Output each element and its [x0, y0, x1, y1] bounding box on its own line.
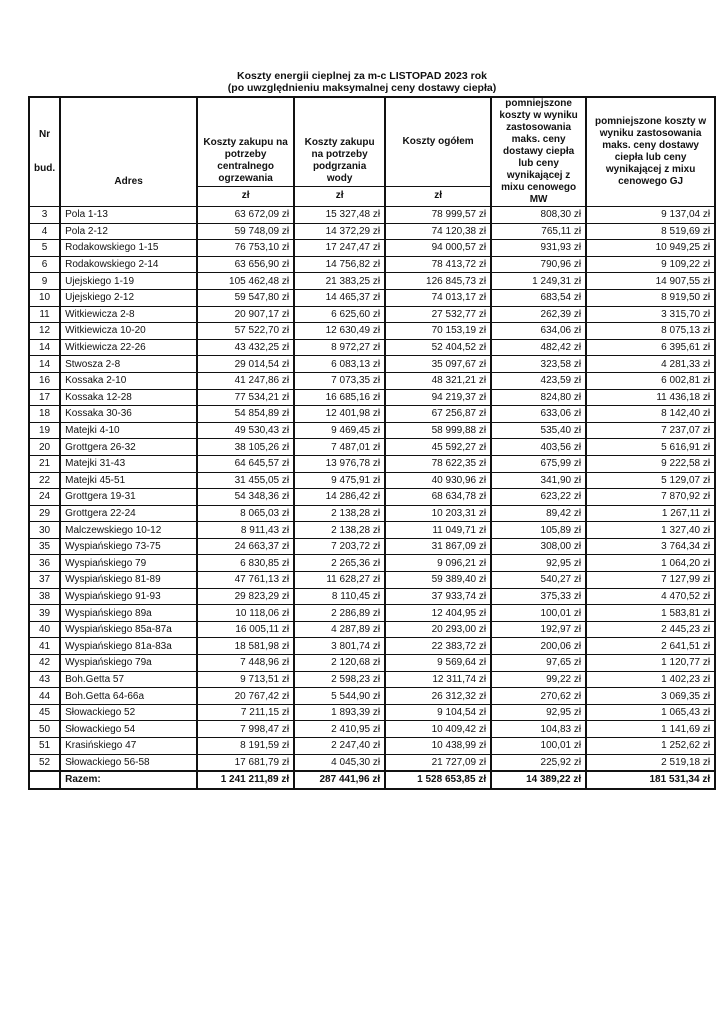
- address-cell: Rodakowskiego 2-14: [60, 256, 197, 273]
- building-number-cell: 24: [29, 489, 60, 506]
- reduced-mw-cell: 104,83 zł: [491, 721, 586, 738]
- cost-total-cell: 45 592,27 zł: [385, 439, 491, 456]
- address-cell: Krasińskiego 47: [60, 738, 197, 755]
- reduced-gj-cell: 8 519,69 zł: [586, 223, 715, 240]
- address-cell: Matejki 4-10: [60, 422, 197, 439]
- building-number-cell: 44: [29, 688, 60, 705]
- table-row: [29, 505, 715, 522]
- reduced-mw-cell: 683,54 zł: [491, 289, 586, 306]
- cost-heating-cell: 31 455,05 zł: [197, 472, 294, 489]
- building-number-cell: 3: [29, 207, 60, 224]
- cost-total-cell: 21 727,09 zł: [385, 754, 491, 771]
- reduced-mw-cell: 225,92 zł: [491, 754, 586, 771]
- cost-total-cell: 68 634,78 zł: [385, 489, 491, 506]
- table-row: [29, 289, 715, 306]
- table-row: [29, 223, 715, 240]
- cost-heating-cell: 43 432,25 zł: [197, 339, 294, 356]
- reduced-gj-cell: 1 402,23 zł: [586, 671, 715, 688]
- building-number-cell: 19: [29, 422, 60, 439]
- cost-total-cell: 26 312,32 zł: [385, 688, 491, 705]
- reduced-gj-cell: 1 252,62 zł: [586, 738, 715, 755]
- reduced-gj-cell: 7 237,07 zł: [586, 422, 715, 439]
- cost-heating-cell: 47 761,13 zł: [197, 572, 294, 589]
- building-number-cell: 43: [29, 671, 60, 688]
- cost-total-cell: 9 569,64 zł: [385, 655, 491, 672]
- reduced-mw-cell: 790,96 zł: [491, 256, 586, 273]
- cost-heating-cell: 49 530,43 zł: [197, 422, 294, 439]
- document-title: Koszty energii cieplnej za m-c LISTOPAD 2023 rok: [237, 70, 487, 82]
- cost-total-cell: 74 013,17 zł: [385, 289, 491, 306]
- address-cell: Kossaka 30-36: [60, 406, 197, 423]
- cost-water-cell: 11 628,27 zł: [294, 572, 385, 589]
- reduced-gj-cell: 6 002,81 zł: [586, 372, 715, 389]
- cost-total-cell: 27 532,77 zł: [385, 306, 491, 323]
- cost-water-cell: 12 401,98 zł: [294, 406, 385, 423]
- cost-water-cell: 3 801,74 zł: [294, 638, 385, 655]
- reduced-gj-cell: 1 327,40 zł: [586, 522, 715, 539]
- cost-heating-cell: 29 823,29 zł: [197, 588, 294, 605]
- reduced-mw-cell: 1 249,31 zł: [491, 273, 586, 290]
- table-row: [29, 273, 715, 290]
- address-cell: Malczewskiego 10-12: [60, 522, 197, 539]
- heat-costs-table: [28, 96, 716, 790]
- cost-water-cell: 16 685,16 zł: [294, 389, 385, 406]
- cost-water-cell: 2 138,28 zł: [294, 505, 385, 522]
- totals-gj: 181 531,34 zł: [586, 771, 715, 789]
- address-cell: Słowackiego 52: [60, 704, 197, 721]
- reduced-gj-cell: 9 222,58 zł: [586, 455, 715, 472]
- reduced-gj-cell: 1 064,20 zł: [586, 555, 715, 572]
- cost-heating-cell: 63 656,90 zł: [197, 256, 294, 273]
- totals-total: 1 528 653,85 zł: [385, 771, 491, 789]
- address-cell: Witkiewicza 10-20: [60, 323, 197, 340]
- address-cell: Wyspiańskiego 81-89: [60, 572, 197, 589]
- building-number-cell: 52: [29, 754, 60, 771]
- cost-water-cell: 2 265,36 zł: [294, 555, 385, 572]
- address-cell: Wyspiańskiego 89a: [60, 605, 197, 622]
- totals-row: [29, 771, 715, 789]
- building-number-cell: 14: [29, 356, 60, 373]
- building-number-cell: 42: [29, 655, 60, 672]
- address-cell: Witkiewicza 2-8: [60, 306, 197, 323]
- cost-total-cell: 40 930,96 zł: [385, 472, 491, 489]
- cost-total-cell: 67 256,87 zł: [385, 406, 491, 423]
- building-number-cell: 40: [29, 621, 60, 638]
- table-body: [29, 207, 715, 772]
- cost-heating-cell: 8 911,43 zł: [197, 522, 294, 539]
- table-row: [29, 638, 715, 655]
- reduced-mw-cell: 423,59 zł: [491, 372, 586, 389]
- table-row: [29, 671, 715, 688]
- header-water-costs: Koszty zakupu na potrzeby podgrzania wody: [294, 97, 385, 186]
- address-cell: Ujejskiego 1-19: [60, 273, 197, 290]
- building-number-cell: 38: [29, 588, 60, 605]
- table-row: [29, 356, 715, 373]
- cost-total-cell: 94 000,57 zł: [385, 240, 491, 257]
- table-header: [29, 97, 715, 207]
- cost-heating-cell: 38 105,26 zł: [197, 439, 294, 456]
- table-row: [29, 323, 715, 340]
- cost-heating-cell: 9 713,51 zł: [197, 671, 294, 688]
- table-row: [29, 688, 715, 705]
- reduced-gj-cell: 1 583,81 zł: [586, 605, 715, 622]
- building-number-cell: 21: [29, 455, 60, 472]
- cost-total-cell: 126 845,73 zł: [385, 273, 491, 290]
- header-total-costs: Koszty ogółem: [385, 97, 491, 186]
- reduced-mw-cell: 100,01 zł: [491, 605, 586, 622]
- building-number-cell: 36: [29, 555, 60, 572]
- cost-heating-cell: 57 522,70 zł: [197, 323, 294, 340]
- building-number-cell: 20: [29, 439, 60, 456]
- reduced-gj-cell: 6 395,61 zł: [586, 339, 715, 356]
- reduced-mw-cell: 765,11 zł: [491, 223, 586, 240]
- table-row: [29, 588, 715, 605]
- reduced-mw-cell: 97,65 zł: [491, 655, 586, 672]
- table-row: [29, 572, 715, 589]
- cost-total-cell: 10 409,42 zł: [385, 721, 491, 738]
- reduced-gj-cell: 2 519,18 zł: [586, 754, 715, 771]
- table-row: [29, 472, 715, 489]
- building-number-cell: 6: [29, 256, 60, 273]
- totals-water: 287 441,96 zł: [294, 771, 385, 789]
- reduced-gj-cell: 1 120,77 zł: [586, 655, 715, 672]
- cost-heating-cell: 76 753,10 zł: [197, 240, 294, 257]
- reduced-mw-cell: 634,06 zł: [491, 323, 586, 340]
- cost-water-cell: 1 893,39 zł: [294, 704, 385, 721]
- cost-water-cell: 2 138,28 zł: [294, 522, 385, 539]
- reduced-gj-cell: 1 267,11 zł: [586, 505, 715, 522]
- building-number-cell: 14: [29, 339, 60, 356]
- table-row: [29, 406, 715, 423]
- building-number-cell: 41: [29, 638, 60, 655]
- reduced-mw-cell: 270,62 zł: [491, 688, 586, 705]
- table-row: [29, 422, 715, 439]
- address-cell: Kossaka 2-10: [60, 372, 197, 389]
- unit-water: zł: [294, 186, 385, 206]
- cost-heating-cell: 24 663,37 zł: [197, 538, 294, 555]
- table-row: [29, 738, 715, 755]
- table-row: [29, 455, 715, 472]
- totals-nr: [29, 771, 60, 789]
- totals-co: 1 241 211,89 zł: [197, 771, 294, 789]
- reduced-mw-cell: 482,42 zł: [491, 339, 586, 356]
- reduced-mw-cell: 633,06 zł: [491, 406, 586, 423]
- reduced-gj-cell: 2 641,51 zł: [586, 638, 715, 655]
- building-number-cell: 39: [29, 605, 60, 622]
- cost-heating-cell: 18 581,98 zł: [197, 638, 294, 655]
- address-cell: Boh.Getta 64-66a: [60, 688, 197, 705]
- address-cell: Rodakowskiego 1-15: [60, 240, 197, 257]
- table-row: [29, 339, 715, 356]
- cost-total-cell: 58 999,88 zł: [385, 422, 491, 439]
- reduced-gj-cell: 10 949,25 zł: [586, 240, 715, 257]
- reduced-mw-cell: 931,93 zł: [491, 240, 586, 257]
- address-cell: Matejki 45-51: [60, 472, 197, 489]
- building-number-cell: 9: [29, 273, 60, 290]
- address-cell: Wyspiańskiego 79: [60, 555, 197, 572]
- cost-heating-cell: 63 672,09 zł: [197, 207, 294, 224]
- building-number-cell: 10: [29, 289, 60, 306]
- document-subtitle: (po uwzględnieniu maksymalnej ceny dostawy ciepła): [227, 82, 497, 94]
- building-number-cell: 22: [29, 472, 60, 489]
- reduced-gj-cell: 8 075,13 zł: [586, 323, 715, 340]
- reduced-gj-cell: 3 764,34 zł: [586, 538, 715, 555]
- cost-water-cell: 12 630,49 zł: [294, 323, 385, 340]
- address-cell: Wyspiańskiego 85a-87a: [60, 621, 197, 638]
- cost-heating-cell: 59 547,80 zł: [197, 289, 294, 306]
- cost-total-cell: 22 383,72 zł: [385, 638, 491, 655]
- reduced-gj-cell: 8 919,50 zł: [586, 289, 715, 306]
- address-cell: Pola 1-13: [60, 207, 197, 224]
- address-cell: Kossaka 12-28: [60, 389, 197, 406]
- cost-total-cell: 78 413,72 zł: [385, 256, 491, 273]
- cost-water-cell: 5 544,90 zł: [294, 688, 385, 705]
- cost-heating-cell: 20 767,42 zł: [197, 688, 294, 705]
- reduced-gj-cell: 4 281,33 zł: [586, 356, 715, 373]
- cost-water-cell: 9 475,91 zł: [294, 472, 385, 489]
- reduced-mw-cell: 99,22 zł: [491, 671, 586, 688]
- cost-heating-cell: 10 118,06 zł: [197, 605, 294, 622]
- cost-heating-cell: 59 748,09 zł: [197, 223, 294, 240]
- address-cell: Wyspiańskiego 73-75: [60, 538, 197, 555]
- cost-water-cell: 4 045,30 zł: [294, 754, 385, 771]
- reduced-mw-cell: 623,22 zł: [491, 489, 586, 506]
- cost-total-cell: 12 311,74 zł: [385, 671, 491, 688]
- address-cell: Słowackiego 54: [60, 721, 197, 738]
- cost-water-cell: 6 083,13 zł: [294, 356, 385, 373]
- cost-total-cell: 31 867,09 zł: [385, 538, 491, 555]
- cost-heating-cell: 7 448,96 zł: [197, 655, 294, 672]
- cost-total-cell: 74 120,38 zł: [385, 223, 491, 240]
- reduced-mw-cell: 540,27 zł: [491, 572, 586, 589]
- header-co-costs: Koszty zakupu na potrzeby centralnego ogrzewania: [197, 97, 294, 186]
- reduced-mw-cell: 262,39 zł: [491, 306, 586, 323]
- reduced-mw-cell: 403,56 zł: [491, 439, 586, 456]
- cost-total-cell: 48 321,21 zł: [385, 372, 491, 389]
- cost-heating-cell: 64 645,57 zł: [197, 455, 294, 472]
- header-reduced-mw: pomniejszone koszty w wyniku zastosowania maks. ceny dostawy ciepła lub ceny wynikającej z mixu cenowego MW: [491, 97, 586, 207]
- cost-heating-cell: 8 065,03 zł: [197, 505, 294, 522]
- building-number-cell: 11: [29, 306, 60, 323]
- cost-water-cell: 14 756,82 zł: [294, 256, 385, 273]
- address-cell: Pola 2-12: [60, 223, 197, 240]
- cost-heating-cell: 17 681,79 zł: [197, 754, 294, 771]
- cost-water-cell: 2 286,89 zł: [294, 605, 385, 622]
- table-row: [29, 439, 715, 456]
- cost-total-cell: 10 438,99 zł: [385, 738, 491, 755]
- address-cell: Grottgera 19-31: [60, 489, 197, 506]
- cost-water-cell: 17 247,47 zł: [294, 240, 385, 257]
- cost-heating-cell: 77 534,21 zł: [197, 389, 294, 406]
- address-cell: Witkiewicza 22-26: [60, 339, 197, 356]
- table-row: [29, 489, 715, 506]
- table-row: [29, 605, 715, 622]
- table-row: [29, 240, 715, 257]
- cost-water-cell: 6 625,60 zł: [294, 306, 385, 323]
- address-cell: Ujejskiego 2-12: [60, 289, 197, 306]
- cost-water-cell: 2 410,95 zł: [294, 721, 385, 738]
- building-number-cell: 17: [29, 389, 60, 406]
- cost-heating-cell: 29 014,54 zł: [197, 356, 294, 373]
- header-reduced-gj: pomniejszone koszty w wyniku zastosowania maks. ceny dostawy ciepła lub ceny wynikającej z mixu cenowego GJ: [586, 97, 715, 207]
- reduced-gj-cell: 2 445,23 zł: [586, 621, 715, 638]
- cost-water-cell: 9 469,45 zł: [294, 422, 385, 439]
- header-nr-top: Nr: [38, 129, 51, 140]
- cost-total-cell: 9 104,54 zł: [385, 704, 491, 721]
- reduced-mw-cell: 341,90 zł: [491, 472, 586, 489]
- address-cell: Wyspiańskiego 91-93: [60, 588, 197, 605]
- cost-water-cell: 14 372,29 zł: [294, 223, 385, 240]
- cost-total-cell: 70 153,19 zł: [385, 323, 491, 340]
- reduced-gj-cell: 11 436,18 zł: [586, 389, 715, 406]
- cost-total-cell: 78 999,57 zł: [385, 207, 491, 224]
- building-number-cell: 18: [29, 406, 60, 423]
- table-row: [29, 555, 715, 572]
- cost-total-cell: 10 203,31 zł: [385, 505, 491, 522]
- cost-heating-cell: 54 854,89 zł: [197, 406, 294, 423]
- cost-heating-cell: 41 247,86 zł: [197, 372, 294, 389]
- address-cell: Wyspiańskiego 79a: [60, 655, 197, 672]
- reduced-gj-cell: 9 109,22 zł: [586, 256, 715, 273]
- building-number-cell: 35: [29, 538, 60, 555]
- cost-total-cell: 37 933,74 zł: [385, 588, 491, 605]
- totals-mw: 14 389,22 zł: [491, 771, 586, 789]
- cost-water-cell: 2 247,40 zł: [294, 738, 385, 755]
- header-nr-bottom: bud.: [34, 163, 56, 174]
- cost-water-cell: 4 287,89 zł: [294, 621, 385, 638]
- reduced-gj-cell: 9 137,04 zł: [586, 207, 715, 224]
- reduced-mw-cell: 92,95 zł: [491, 704, 586, 721]
- table-row: [29, 538, 715, 555]
- cost-total-cell: 12 404,95 zł: [385, 605, 491, 622]
- header-adres: Adres: [60, 97, 197, 207]
- cost-heating-cell: 16 005,11 zł: [197, 621, 294, 638]
- cost-heating-cell: 7 211,15 zł: [197, 704, 294, 721]
- table-row: [29, 522, 715, 539]
- header-nr: [29, 97, 60, 207]
- address-cell: Stwosza 2-8: [60, 356, 197, 373]
- cost-water-cell: 14 465,37 zł: [294, 289, 385, 306]
- cost-heating-cell: 54 348,36 zł: [197, 489, 294, 506]
- reduced-mw-cell: 200,06 zł: [491, 638, 586, 655]
- reduced-mw-cell: 808,30 zł: [491, 207, 586, 224]
- address-cell: Grottgera 22-24: [60, 505, 197, 522]
- cost-water-cell: 7 487,01 zł: [294, 439, 385, 456]
- cost-water-cell: 8 972,27 zł: [294, 339, 385, 356]
- reduced-mw-cell: 535,40 zł: [491, 422, 586, 439]
- cost-water-cell: 2 598,23 zł: [294, 671, 385, 688]
- reduced-mw-cell: 824,80 zł: [491, 389, 586, 406]
- table-row: [29, 655, 715, 672]
- cost-total-cell: 94 219,37 zł: [385, 389, 491, 406]
- cost-water-cell: 2 120,68 zł: [294, 655, 385, 672]
- building-number-cell: 30: [29, 522, 60, 539]
- reduced-mw-cell: 675,99 zł: [491, 455, 586, 472]
- address-cell: Boh.Getta 57: [60, 671, 197, 688]
- cost-water-cell: 7 073,35 zł: [294, 372, 385, 389]
- reduced-gj-cell: 3 069,35 zł: [586, 688, 715, 705]
- table-row: [29, 207, 715, 224]
- reduced-gj-cell: 4 470,52 zł: [586, 588, 715, 605]
- reduced-mw-cell: 105,89 zł: [491, 522, 586, 539]
- address-cell: Matejki 31-43: [60, 455, 197, 472]
- cost-total-cell: 35 097,67 zł: [385, 356, 491, 373]
- cost-water-cell: 15 327,48 zł: [294, 207, 385, 224]
- cost-total-cell: 78 622,35 zł: [385, 455, 491, 472]
- table-row: [29, 621, 715, 638]
- reduced-mw-cell: 89,42 zł: [491, 505, 586, 522]
- table-row: [29, 754, 715, 771]
- address-cell: Wyspiańskiego 81a-83a: [60, 638, 197, 655]
- cost-water-cell: 7 203,72 zł: [294, 538, 385, 555]
- unit-co: zł: [197, 186, 294, 206]
- reduced-gj-cell: 1 141,69 zł: [586, 721, 715, 738]
- reduced-gj-cell: 7 870,92 zł: [586, 489, 715, 506]
- reduced-gj-cell: 5 129,07 zł: [586, 472, 715, 489]
- cost-total-cell: 52 404,52 zł: [385, 339, 491, 356]
- building-number-cell: 50: [29, 721, 60, 738]
- building-number-cell: 45: [29, 704, 60, 721]
- address-cell: Grottgera 26-32: [60, 439, 197, 456]
- cost-heating-cell: 8 191,59 zł: [197, 738, 294, 755]
- cost-heating-cell: 105 462,48 zł: [197, 273, 294, 290]
- reduced-gj-cell: 1 065,43 zł: [586, 704, 715, 721]
- cost-water-cell: 14 286,42 zł: [294, 489, 385, 506]
- table-row: [29, 306, 715, 323]
- reduced-mw-cell: 100,01 zł: [491, 738, 586, 755]
- cost-heating-cell: 6 830,85 zł: [197, 555, 294, 572]
- address-cell: Słowackiego 56-58: [60, 754, 197, 771]
- building-number-cell: 12: [29, 323, 60, 340]
- reduced-gj-cell: 3 315,70 zł: [586, 306, 715, 323]
- reduced-mw-cell: 323,58 zł: [491, 356, 586, 373]
- building-number-cell: 51: [29, 738, 60, 755]
- cost-water-cell: 21 383,25 zł: [294, 273, 385, 290]
- table-row: [29, 704, 715, 721]
- reduced-mw-cell: 92,95 zł: [491, 555, 586, 572]
- reduced-mw-cell: 192,97 zł: [491, 621, 586, 638]
- building-number-cell: 4: [29, 223, 60, 240]
- building-number-cell: 37: [29, 572, 60, 589]
- cost-water-cell: 13 976,78 zł: [294, 455, 385, 472]
- reduced-gj-cell: 8 142,40 zł: [586, 406, 715, 423]
- table-row: [29, 256, 715, 273]
- totals-label: Razem:: [60, 771, 197, 789]
- cost-water-cell: 8 110,45 zł: [294, 588, 385, 605]
- reduced-mw-cell: 375,33 zł: [491, 588, 586, 605]
- reduced-mw-cell: 308,00 zł: [491, 538, 586, 555]
- reduced-gj-cell: 7 127,99 zł: [586, 572, 715, 589]
- table-row: [29, 372, 715, 389]
- building-number-cell: 5: [29, 240, 60, 257]
- cost-total-cell: 20 293,00 zł: [385, 621, 491, 638]
- reduced-gj-cell: 14 907,55 zł: [586, 273, 715, 290]
- table-row: [29, 721, 715, 738]
- building-number-cell: 16: [29, 372, 60, 389]
- cost-total-cell: 11 049,71 zł: [385, 522, 491, 539]
- cost-heating-cell: 7 998,47 zł: [197, 721, 294, 738]
- table-row: [29, 389, 715, 406]
- building-number-cell: 29: [29, 505, 60, 522]
- cost-heating-cell: 20 907,17 zł: [197, 306, 294, 323]
- unit-total: zł: [385, 186, 491, 206]
- cost-total-cell: 9 096,21 zł: [385, 555, 491, 572]
- reduced-gj-cell: 5 616,91 zł: [586, 439, 715, 456]
- cost-total-cell: 59 389,40 zł: [385, 572, 491, 589]
